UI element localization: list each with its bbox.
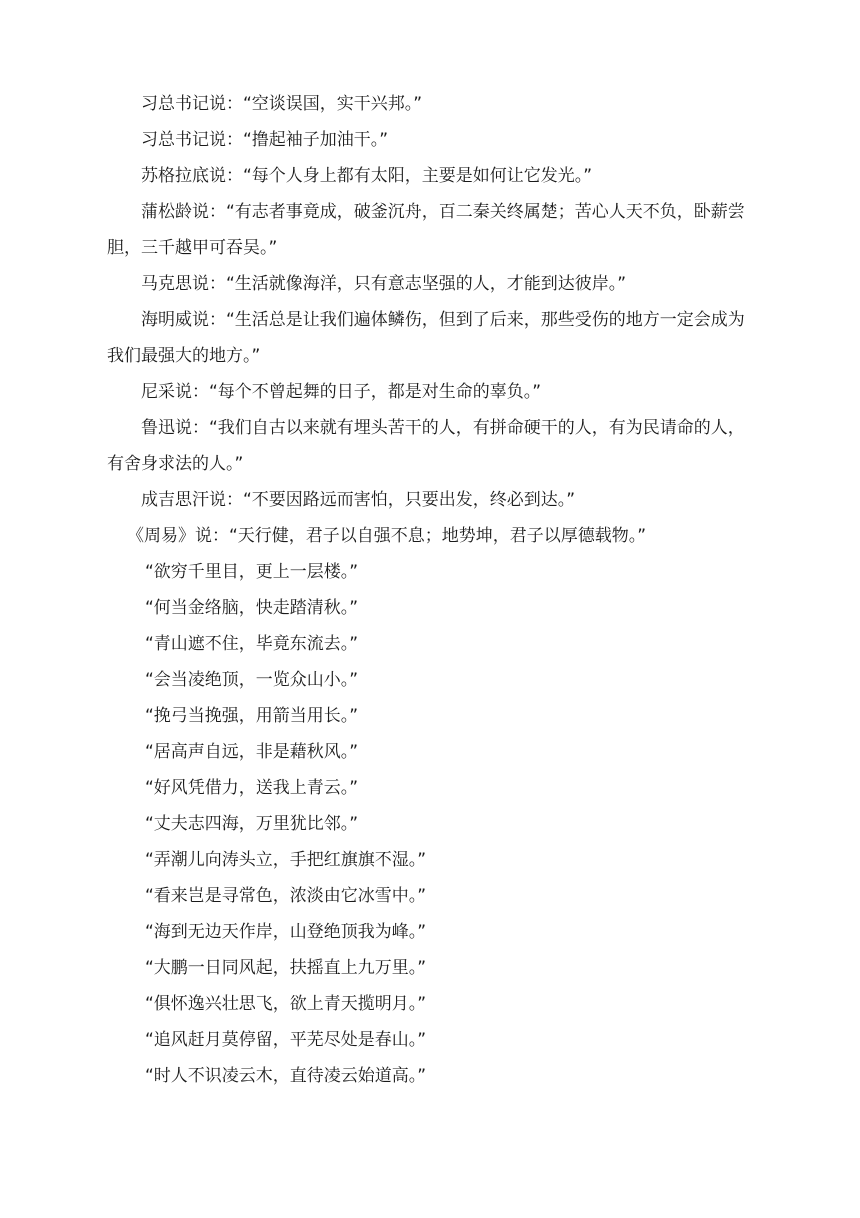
poem-line: “挽弓当挽强，用箭当用长。”	[145, 706, 359, 726]
poem-line: “追风赶月莫停留，平芜尽处是春山。”	[145, 1030, 427, 1050]
quote-paragraph: 苏格拉底说：“每个人身上都有太阳，主要是如何让它发光。”	[141, 166, 593, 186]
quote-paragraph: 蒲松龄说：“有志者事竟成，破釜沉舟，百二秦关终属楚；苦心人天不负，卧薪尝胆，三千越甲可吞吴。”	[107, 202, 745, 258]
poem-line: “何当金络脑，快走踏清秋。”	[145, 598, 359, 618]
quote-paragraph: 海明威说：“生活总是让我们遍体鳞伤，但到了后来，那些受伤的地方一定会成为我们最强大的地方。”	[107, 310, 745, 366]
document-body	[107, 86, 757, 1094]
poem-line: “弄潮儿向涛头立，手把红旗旗不湿。”	[145, 850, 427, 870]
poem-line: “俱怀逸兴壮思飞，欲上青天揽明月。”	[145, 994, 427, 1014]
poem-line: “看来岂是寻常色，浓淡由它冰雪中。”	[145, 886, 427, 906]
quote-paragraph: 尼采说：“每个不曾起舞的日子，都是对生命的辜负。”	[141, 382, 542, 402]
quote-paragraph: 习总书记说：“空谈误国，实干兴邦。”	[141, 94, 423, 114]
quote-paragraph: 习总书记说：“撸起袖子加油干。”	[141, 130, 389, 150]
quote-paragraph: 成吉思汗说：“不要因路远而害怕，只要出发，终必到达。”	[141, 490, 576, 510]
poem-line: “丈夫志四海，万里犹比邻。”	[145, 814, 359, 834]
quote-paragraph: 鲁迅说：“我们自古以来就有埋头苦干的人，有拼命硬干的人，有为民请命的人，有舍身求法的人。”	[107, 418, 745, 474]
poem-line: “居高声自远，非是藉秋风。”	[145, 742, 359, 762]
quote-paragraph: 《周易》说：“天行健，君子以自强不息；地势坤，君子以厚德载物。”	[127, 526, 647, 546]
poem-line: “好风凭借力，送我上青云。”	[145, 778, 359, 798]
poem-line: “欲穷千里目，更上一层楼。”	[145, 562, 359, 582]
poem-line: “会当凌绝顶，一览众山小。”	[145, 670, 359, 690]
poem-line: “海到无边天作岸，山登绝顶我为峰。”	[145, 922, 427, 942]
poem-line: “大鹏一日同风起，扶摇直上九万里。”	[145, 958, 427, 978]
poem-line: “青山遮不住，毕竟东流去。”	[145, 634, 359, 654]
poem-line: “时人不识凌云木，直待凌云始道高。”	[145, 1066, 427, 1086]
quote-paragraph: 马克思说：“生活就像海洋，只有意志坚强的人，才能到达彼岸。”	[141, 274, 627, 294]
